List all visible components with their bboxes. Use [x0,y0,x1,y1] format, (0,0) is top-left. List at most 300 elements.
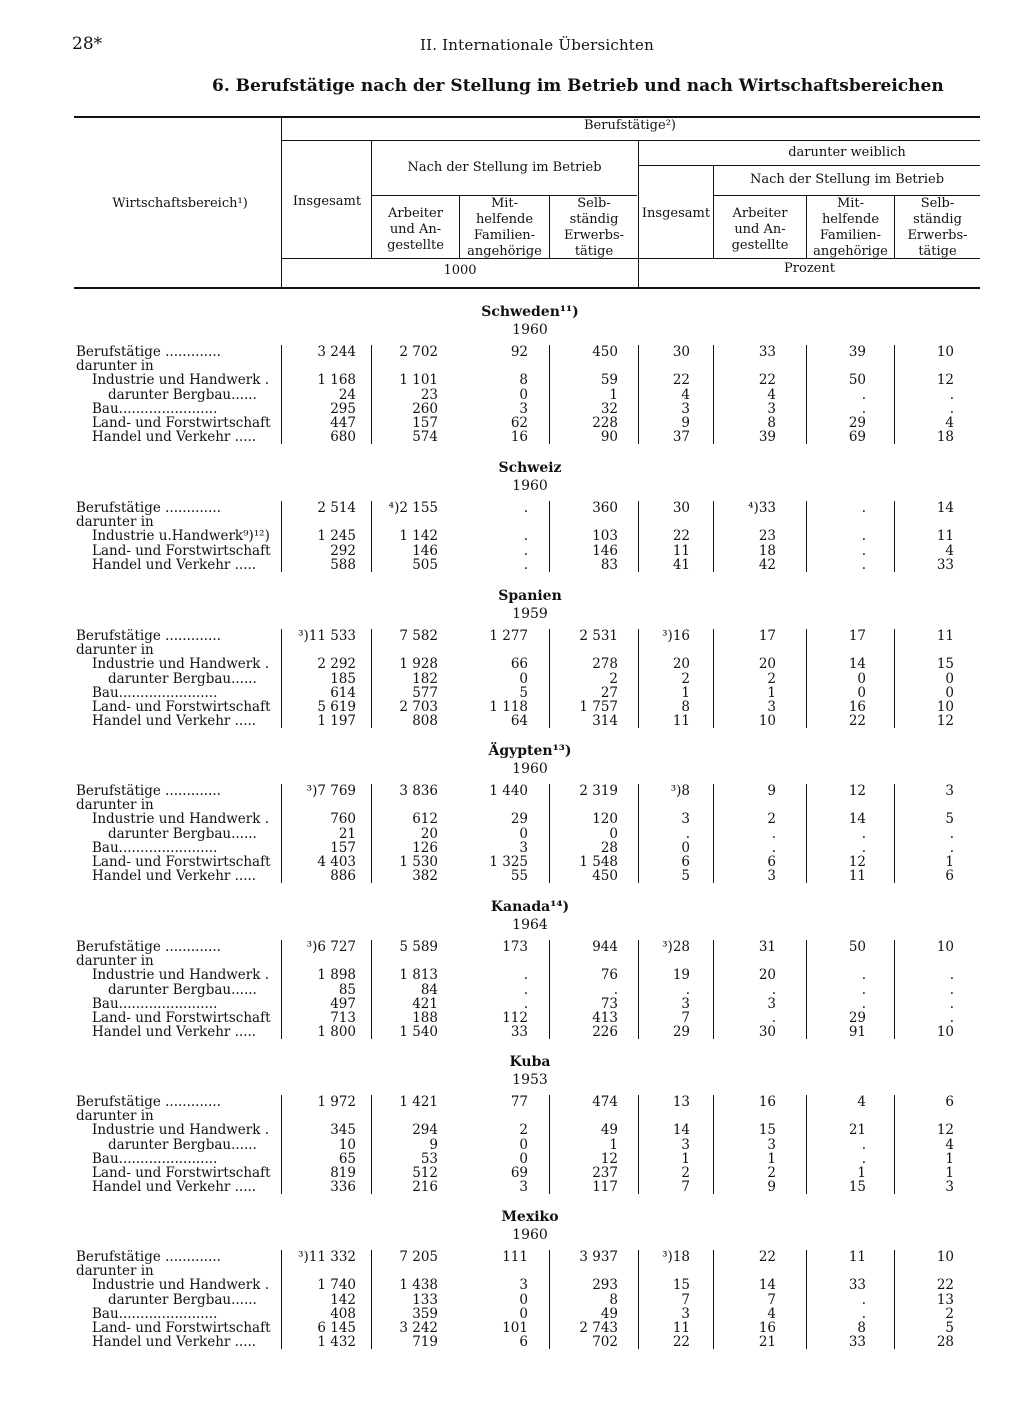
header-insgesamt-right: Insgesamt [641,206,711,221]
table-cell: 1 757 [579,699,618,715]
table-cell: 1 [767,1150,776,1167]
table-cell: 29 [848,1010,866,1026]
table-cell: . [949,386,954,403]
column-separator [894,1250,895,1349]
table-cell: 22 [848,713,866,730]
column-separator [549,1250,550,1349]
table-cell: 4 [767,1305,776,1322]
table-cell: 14 [848,811,866,828]
column-separator [894,1095,895,1194]
column-separator [371,501,372,572]
table-cell: 10 [936,699,954,715]
table-row [0,812,1024,826]
column-separator [281,345,282,444]
table-cell: 5 589 [399,939,438,955]
table-cell: 0 [519,825,528,842]
column-separator [713,345,714,444]
table-cell: 30 [672,500,690,516]
table-cell: 808 [412,713,438,730]
row-label: Land- und Forstwirtschaft [92,1011,271,1026]
census-year: 1964 [512,917,548,933]
column-separator [806,1250,807,1349]
table-cell: 11 [936,528,954,545]
column-separator [371,629,372,728]
table-cell: 19 [672,967,690,984]
table-cell: 2 702 [399,344,438,360]
table-cell: . [861,839,866,856]
column-separator [549,784,550,883]
table-cell: . [861,967,866,984]
header-arbeiter-line3: gestellte [387,238,444,253]
table-cell: . [523,556,528,573]
table-cell: 15 [758,1122,776,1139]
table-cell: 3 [681,811,690,828]
table-cell: 32 [600,400,618,417]
table-cell: ³)7 769 [306,783,356,799]
table-cell: 1 [767,684,776,701]
row-label: darunter in [76,1109,154,1124]
row-label: Land- und Forstwirtschaft [92,543,271,558]
row-label: Industrie u.Handwerk⁹)¹²) [92,529,270,544]
table-cell: 7 205 [399,1249,438,1265]
table-cell: 216 [412,1179,438,1196]
table-cell: . [861,542,866,559]
table-cell: 53 [420,1150,438,1167]
table-cell: 21 [338,825,356,842]
table-cell: 50 [848,939,866,955]
header-mithelfende-r-line4: angehörige [813,244,888,259]
table-cell: . [771,981,776,998]
table-cell: 22 [672,1334,690,1351]
table-cell: 702 [592,1334,618,1351]
table-cell: 20 [758,656,776,673]
table-cell: 1 928 [399,656,438,673]
table-cell: 1 325 [489,854,528,870]
row-label: Industrie und Handwerk . [92,657,270,672]
table-row [0,700,1024,714]
row-label: Berufstätige ............. [76,940,221,955]
table-cell: 1 800 [317,1024,356,1041]
table-cell: . [861,1136,866,1153]
table-cell: 37 [672,429,690,446]
column-separator [549,1095,550,1194]
table-cell: 33 [848,1334,866,1351]
table-cell: 6 145 [317,1320,356,1336]
table-cell: 4 [857,1094,866,1110]
table-row [0,1152,1024,1166]
table-cell: 14 [936,500,954,516]
table-cell: . [949,400,954,417]
table-cell: 8 [681,699,690,715]
table-cell: . [861,825,866,842]
table-row [0,1321,1024,1335]
table-row [0,1095,1024,1109]
table-cell: . [861,981,866,998]
header-darunter-weiblich: darunter weiblich [788,145,906,160]
table-cell: 226 [592,1024,618,1041]
table-cell: 23 [758,528,776,545]
table-cell: 13 [936,1291,954,1308]
column-separator [806,501,807,572]
row-label: Berufstätige ............. [76,1095,221,1110]
table-cell: 474 [592,1094,618,1110]
table-cell: 27 [600,684,618,701]
table-cell: 12 [600,1150,618,1167]
table-cell: 2 743 [579,1320,618,1336]
header-mithelfende-r-line2: helfende [821,212,880,227]
table-cell: 22 [672,372,690,389]
table-cell: 30 [758,1024,776,1041]
table-cell: 0 [519,1305,528,1322]
table-cell: 16 [510,429,528,446]
header-mithelfende-line1: Mit- [490,196,519,211]
table-cell: 41 [672,556,690,573]
table-row [0,954,1024,968]
table-cell: 4 [945,542,954,559]
table-cell: 69 [848,429,866,446]
table-cell: 819 [330,1165,356,1181]
table-cell: 1 277 [489,628,528,644]
table-cell: 3 [767,699,776,715]
table-cell: 117 [592,1179,618,1196]
table-cell: 69 [510,1165,528,1181]
column-separator [806,1095,807,1194]
table-cell: 185 [330,670,356,687]
row-label: Land- und Forstwirtschaft [92,1321,271,1336]
table-cell: 3 [519,1179,528,1196]
table-row [0,869,1024,883]
table-cell: 4 [681,386,690,403]
table-cell: 8 [857,1320,866,1336]
row-label: darunter Bergbau...... [108,826,257,841]
table-cell: . [861,1291,866,1308]
table-row [0,1011,1024,1025]
table-cell: 30 [672,344,690,360]
table-row [0,1138,1024,1152]
row-label: darunter Bergbau...... [108,671,257,686]
table-cell: 3 [519,839,528,856]
table-cell: 22 [936,1277,954,1294]
column-separator [713,1095,714,1194]
table-cell: 4 [945,415,954,431]
table-cell: 1 [945,854,954,870]
table-row [0,501,1024,515]
table-cell: . [949,967,954,984]
table-cell: 6 [945,868,954,885]
table-cell: . [523,981,528,998]
table-cell: 1 898 [317,967,356,984]
row-label: Berufstätige ............. [76,501,221,516]
header-arbeiter-line2: und An- [389,222,442,237]
table-title: 6. Berufstätige nach der Stellung im Betrieb und nach Wirtschaftsbereichen [212,76,944,96]
table-row [0,430,1024,444]
table-row [0,940,1024,954]
row-label: Berufstätige ............. [76,345,221,360]
table-cell: 12 [936,713,954,730]
row-label: Bau....................... [92,1151,218,1166]
census-year: 1953 [512,1072,548,1088]
table-cell: 120 [592,811,618,828]
table-row [0,714,1024,728]
table-row [0,416,1024,430]
header-arbeiter-right [714,206,806,254]
table-cell: . [949,995,954,1012]
column-separator [713,940,714,1039]
table-row [0,855,1024,869]
table-cell: ³)16 [662,628,690,644]
table-cell: 10 [936,1249,954,1265]
header-bottom-rule [74,287,980,289]
table-cell: 12 [936,1122,954,1139]
table-cell: 1 101 [399,372,438,389]
table-row [0,657,1024,671]
table-cell: 944 [592,939,618,955]
column-separator [806,940,807,1039]
table-cell: 1 [609,386,618,403]
table-cell: 14 [672,1122,690,1139]
table-cell: . [685,981,690,998]
table-row [0,1180,1024,1194]
row-label: darunter Bergbau...... [108,1137,257,1152]
table-cell: 133 [412,1291,438,1308]
table-cell: 292 [330,542,356,559]
table-cell: ³)8 [670,783,690,799]
table-cell: 146 [592,542,618,559]
row-label: Industrie und Handwerk . [92,373,270,388]
table-cell: ³)11 533 [298,628,356,644]
row-label: darunter in [76,643,154,658]
row-label: darunter in [76,798,154,813]
table-cell: 4 [767,386,776,403]
table-cell: 182 [412,670,438,687]
table-cell: 3 836 [399,783,438,799]
column-separator [638,501,639,572]
table-cell: 497 [330,995,356,1012]
column-separator [713,784,714,883]
header-unit-prozent: Prozent [784,261,835,276]
table-cell: 12 [936,372,954,389]
header-selbst-line4: tätige [574,244,614,259]
row-label: Land- und Forstwirtschaft [92,1166,271,1181]
table-cell: 588 [330,556,356,573]
table-cell: 0 [519,386,528,403]
column-separator [894,940,895,1039]
census-year: 1960 [512,761,548,777]
country-name: Kuba [509,1054,551,1070]
column-separator [549,629,550,728]
table-cell: 50 [848,372,866,389]
row-label: Berufstätige ............. [76,1250,221,1265]
table-cell: 612 [412,811,438,828]
table-row [0,686,1024,700]
table-cell: 6 [945,1094,954,1110]
table-cell: 157 [330,839,356,856]
table-cell: 28 [600,839,618,856]
row-label: Industrie und Handwerk . [92,1278,270,1293]
table-cell: 11 [672,542,690,559]
table-cell: 22 [758,372,776,389]
table-cell: ⁴)2 155 [388,500,438,516]
table-cell: 278 [592,656,618,673]
row-label: Industrie und Handwerk . [92,968,270,983]
table-cell: 83 [600,556,618,573]
row-label: Land- und Forstwirtschaft [92,416,271,431]
header-top-rule [74,116,980,118]
table-cell: 15 [672,1277,690,1294]
table-cell: 1 972 [317,1094,356,1110]
column-separator [638,1095,639,1194]
table-cell: 31 [758,939,776,955]
table-cell: 173 [502,939,528,955]
table-cell: 29 [848,415,866,431]
table-cell: ⁴)33 [748,500,776,516]
table-cell: 2 [767,811,776,828]
running-head: II. Internationale Übersichten [420,36,654,54]
table-cell: 21 [848,1122,866,1139]
table-cell: 16 [848,699,866,715]
table-cell: 16 [758,1094,776,1110]
header-mithelfende-line2: helfende [475,212,534,227]
table-row [0,841,1024,855]
table-cell: 382 [412,868,438,885]
header-berufstaetige: Berufstätige²) [584,118,676,133]
row-label: Handel und Verkehr ..... [92,1335,257,1350]
table-cell: 1 [857,1165,866,1181]
table-cell: 9 [767,783,776,799]
table-cell: . [949,1010,954,1026]
header-arbeiter-r-line1: Arbeiter [732,206,788,221]
row-label: Industrie und Handwerk . [92,1123,270,1138]
table-cell: 3 244 [317,344,356,360]
table-cell: 3 937 [579,1249,618,1265]
table-cell: . [861,556,866,573]
table-cell: 11 [848,1249,866,1265]
row-label: darunter in [76,1264,154,1279]
table-cell: 55 [510,868,528,885]
table-cell: 0 [681,839,690,856]
row-label: Berufstätige ............. [76,629,221,644]
header-nach-stellung-left: Nach der Stellung im Betrieb [407,160,602,175]
row-label: Bau....................... [92,996,218,1011]
header-mithelfende-line3: Familien- [473,228,536,243]
column-separator [371,345,372,444]
table-cell: 14 [848,656,866,673]
table-cell: . [861,1150,866,1167]
row-label: darunter in [76,515,154,530]
census-year: 1959 [512,606,548,622]
table-cell: 1 421 [399,1094,438,1110]
column-separator [638,784,639,883]
table-cell: 11 [936,628,954,644]
table-cell: 719 [412,1334,438,1351]
table-cell: ³)18 [662,1249,690,1265]
table-cell: 17 [848,628,866,644]
table-cell: 112 [502,1010,528,1026]
table-cell: 18 [936,429,954,446]
table-cell: 8 [519,372,528,389]
table-cell: 10 [936,1024,954,1041]
header-selbst-line3: Erwerbs- [563,228,625,243]
table-row [0,345,1024,359]
column-separator [894,629,895,728]
table-cell: 574 [412,429,438,446]
row-label: Handel und Verkehr ..... [92,557,257,572]
column-separator [638,629,639,728]
header-selbst-r-line1: Selb- [920,196,955,211]
country-name: Schweden¹¹) [481,304,579,320]
country-name: Kanada¹⁴) [490,899,570,915]
table-row [0,1293,1024,1307]
table-cell: . [949,981,954,998]
header-mithelfende-r-line1: Mit- [836,196,865,211]
table-cell: 20 [672,656,690,673]
header-rule-berufstaetige [282,140,980,141]
row-label: Industrie und Handwerk . [92,812,270,827]
table-cell: 413 [592,1010,618,1026]
table-cell: 228 [592,415,618,431]
table-cell: 2 [767,670,776,687]
column-separator [713,629,714,728]
table-row [0,672,1024,686]
table-cell: 22 [672,528,690,545]
table-row [0,544,1024,558]
table-cell: 2 531 [579,628,618,644]
table-cell: 12 [848,854,866,870]
table-row [0,1250,1024,1264]
table-row [0,529,1024,543]
header-mithelfende-right [807,196,894,260]
row-label: Bau....................... [92,401,218,416]
table-cell: 3 [767,1136,776,1153]
table-cell: 294 [412,1122,438,1139]
table-cell: 2 [767,1165,776,1181]
table-cell: . [949,825,954,842]
table-cell: . [523,542,528,559]
table-cell: 1 740 [317,1277,356,1294]
row-label: Handel und Verkehr ..... [92,430,257,445]
census-year: 1960 [512,478,548,494]
table-cell: 3 [681,1136,690,1153]
table-cell: 5 [945,1320,954,1336]
table-cell: 7 [767,1291,776,1308]
page-number: 28* [72,34,103,54]
header-selbst-left [550,196,638,260]
table-cell: 0 [519,1291,528,1308]
table-cell: 6 [681,854,690,870]
column-separator [638,1250,639,1349]
column-separator [806,345,807,444]
table-cell: 9 [429,1136,438,1153]
table-cell: 16 [758,1320,776,1336]
table-row [0,968,1024,982]
country-name: Ägypten¹³) [488,743,572,759]
table-cell: 4 [945,1136,954,1153]
table-cell: 0 [519,670,528,687]
table-cell: 85 [338,981,356,998]
table-cell: 450 [592,344,618,360]
table-row [0,629,1024,643]
table-cell: 6 [519,1334,528,1351]
row-label: Land- und Forstwirtschaft [92,855,271,870]
table-cell: 73 [600,995,618,1012]
column-separator [371,940,372,1039]
table-cell: 3 [945,783,954,799]
table-cell: 4 403 [317,854,356,870]
header-selbst-r-line4: tätige [918,244,957,259]
table-cell: 1 [681,684,690,701]
row-label: Bau....................... [92,685,218,700]
table-cell: 5 619 [317,699,356,715]
